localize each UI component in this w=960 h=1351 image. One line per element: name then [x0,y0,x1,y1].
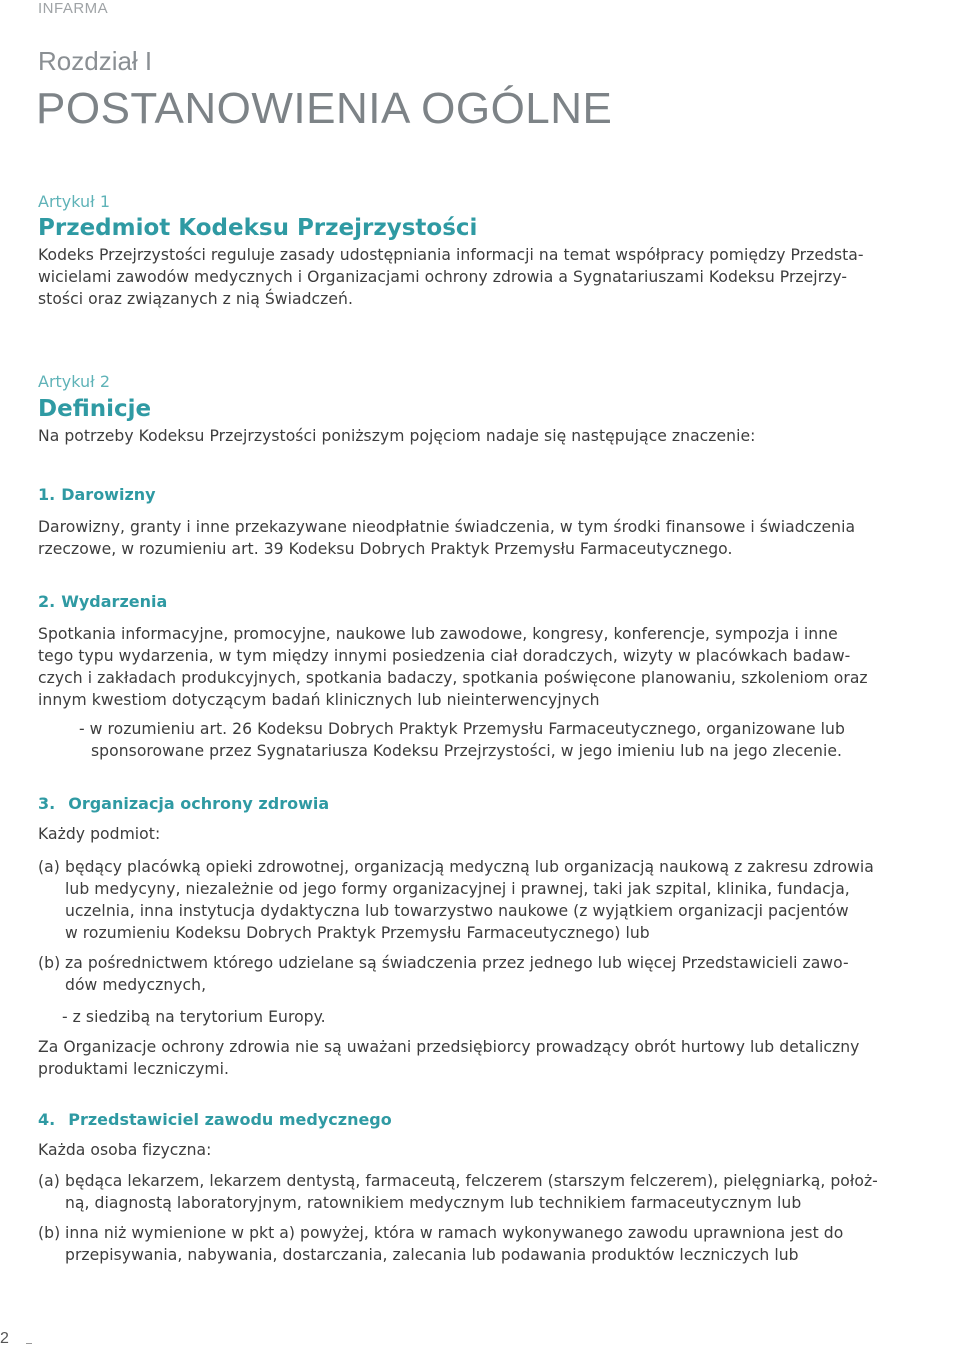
paragraph-line: Kodeks Przejrzystości reguluje zasady udostępniania informacji na temat współpracy pomiędzy Przedsta- [38,246,864,264]
paragraph-line: wicielami zawodów medycznych i Organizacjami ochrony zdrowia a Sygnatariuszami Kodeksu Przejrzy- [38,268,848,286]
list-marker: (a) [38,1172,60,1190]
chapter-number: Rozdział I [38,46,153,76]
paragraph-line: Darowizny, granty i inne przekazywane nieodpłatnie świadczenia, w tym środki finansowe i świadczenia [38,518,856,536]
paragraph-line: za pośrednictwem którego udzielane są świadczenia przez jednego lub więcej Przedstawicieli zawo- [65,954,849,972]
article-title: Definicje [38,396,152,422]
article-label: Artykuł 1 [38,192,110,211]
paragraph-line: będący placówką opieki zdrowotnej, organizacją medyczną lub organizacją naukową z zakresu zdrowia [65,858,874,876]
definition-intro: Każda osoba fizyczna: [38,1141,212,1159]
chapter-title: POSTANOWIENIA OGÓLNE [36,84,613,133]
paragraph-line: Za Organizacje ochrony zdrowia nie są uważani przedsiębiorcy prowadzący obrót hurtowy lub detaliczny [38,1038,860,1056]
definition-number: 1. [38,485,56,504]
paragraph-line: sponsorowane przez Sygnatariusza Kodeksu Przejrzystości, w jego imieniu lub na jego zlecenie. [91,742,842,760]
list-marker: (b) [38,954,61,972]
definition-title: Organizacja ochrony zdrowia [68,794,330,813]
definition-heading [38,1110,890,1129]
paragraph-line: stości oraz związanych z nią Świadczeń. [38,290,353,308]
list-item-a [38,856,890,944]
definition-number: 2. [38,592,56,611]
page-number-rule [26,1343,32,1344]
definition-2 [38,592,890,762]
page-number: 2 [0,1330,9,1347]
definition-intro: Każdy podmiot: [38,825,161,843]
paragraph-line: produktami leczniczymi. [38,1060,229,1078]
sub-clause: - z siedzibą na terytorium Europy. [62,1008,326,1026]
article-intro: Na potrzeby Kodeksu Przejrzystości poniższym pojęciom nadaje się następujące znaczenie: [38,427,756,445]
definition-title: Darowizny [61,485,156,504]
definition-number: 3. [38,794,56,813]
paragraph-line: Spotkania informacyjne, promocyjne, naukowe lub zawodowe, kongresy, konferencje, sympozja i inne [38,625,838,643]
definition-heading [38,794,890,813]
list-marker: (b) [38,1224,61,1242]
running-header: INFARMA [38,0,109,17]
definition-heading [38,485,890,504]
paragraph-line: - w rozumieniu art. 26 Kodeksu Dobrych Praktyk Przemysłu Farmaceutycznego, organizowane lub [79,720,845,738]
paragraph-line: lub medycyny, niezależnie od jego formy organizacyjnej i prawnej, taki jak szpital, klinika, fundacja, [65,880,850,898]
definition-4 [38,1110,890,1266]
paragraph-line: tego typu wydarzenia, w tym między innymi posiedzenia ciał doradczych, wizyty w placówkach badaw- [38,647,851,665]
definition-title: Wydarzenia [61,592,168,611]
paragraph-line: dów medycznych, [65,976,207,994]
sub-clause [79,718,890,762]
paragraph-line: przepisywania, nabywania, dostarczania, zalecania lub podawania produktów leczniczych lub [65,1246,799,1264]
paragraph-line: innym kwestiom dotyczącym badań klinicznych lub nieinterwencyjnych [38,691,600,709]
definition-3 [38,794,890,1080]
paragraph-line: uczelnia, inna instytucja dydaktyczna lub towarzystwo naukowe (z wyjątkiem organizacji pacjentów [65,902,849,920]
paragraph-line: czych i zakładach produkcyjnych, spotkania badaczy, spotkania poświęcone planowaniu, szkoleniom oraz [38,669,868,687]
article-label: Artykuł 2 [38,372,110,391]
article-2 [38,372,890,447]
list-item-b [38,1222,890,1266]
definition-1 [38,485,890,560]
definition-title: Przedstawiciel zawodu medycznego [68,1110,392,1129]
paragraph-line: ną, diagnostą laboratoryjnym, ratownikiem medycznym lub technikiem farmaceutycznym lub [65,1194,802,1212]
article-1 [38,192,890,310]
paragraph-line: w rozumieniu Kodeksu Dobrych Praktyk Przemysłu Farmaceutycznego) lub [65,924,650,942]
definition-heading [38,592,890,611]
list-marker: (a) [38,858,60,876]
definition-number: 4. [38,1110,56,1129]
paragraph-line: rzeczowe, w rozumieniu art. 39 Kodeksu Dobrych Praktyk Przemysłu Farmaceutycznego. [38,540,733,558]
list-item-a [38,1170,890,1214]
list-item-b [38,952,890,996]
paragraph-line: inna niż wymienione w pkt a) powyżej, która w ramach wykonywanego zawodu uprawniona jest do [65,1224,844,1242]
paragraph-line: będąca lekarzem, lekarzem dentystą, farmaceutą, felczerem (starszym felczerem), pielęgniarką, położ- [65,1172,878,1190]
article-title: Przedmiot Kodeksu Przejrzystości [38,215,478,241]
